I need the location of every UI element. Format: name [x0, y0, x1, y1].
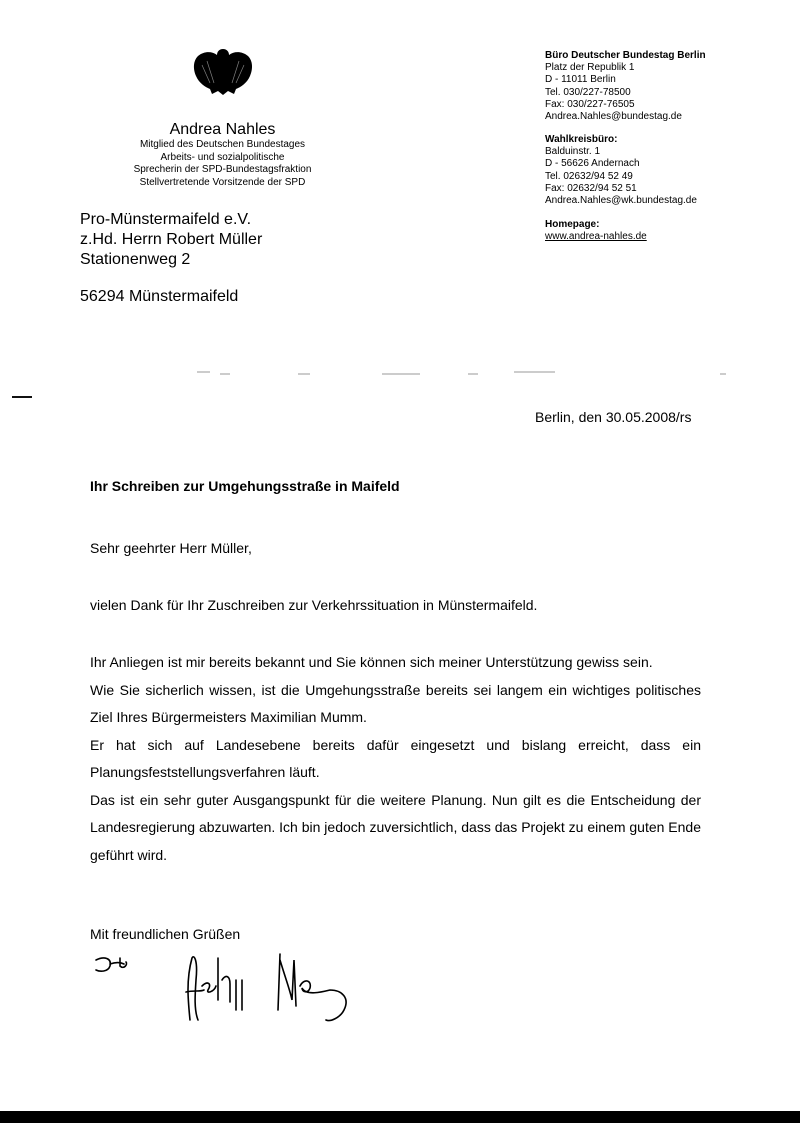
contact-berlin: [545, 50, 775, 123]
recipient-line: Stationenweg 2: [80, 251, 191, 268]
contact-heading: Homepage:: [545, 219, 600, 230]
contact-line: Balduinstr. 1: [545, 146, 601, 158]
recipient-line: z.Hd. Herrn Robert Müller: [80, 231, 263, 248]
sender-name: Andrea Nahles: [169, 121, 276, 138]
body-paragraph: Er hat sich auf Landesebene bereits dafür eingesetzt und bislang erreicht, dass ein Planungsfeststellungsverfahren läuft.: [90, 736, 701, 780]
sender-title-line: Arbeits- und sozialpolitische: [160, 151, 285, 163]
recipient-line: Pro-Münstermaifeld e.V.: [80, 211, 252, 228]
body-paragraph: Das ist ein sehr guter Ausgangspunkt für die weitere Planung. Nun gilt es die Entscheidung der Landesregierung abzuwarten. Ich bin jedoch zuversichtlich, dass das Projekt zu einem guten Ende geführt wird.: [90, 791, 701, 863]
handwritten-signature: [90, 950, 440, 1040]
contact-heading: Büro Deutscher Bundestag Berlin: [545, 50, 706, 61]
homepage-link[interactable]: www.andrea-nahles.de: [545, 231, 647, 243]
letter-body: [90, 649, 701, 869]
body-paragraph: Wie Sie sicherlich wissen, ist die Umgehungsstraße bereits sei langem ein wichtiges politisches Ziel Ihres Bürgermeisters Maximilian Mumm.: [90, 681, 701, 725]
salutation: Sehr geehrter Herr Müller,: [90, 540, 252, 556]
recipient-city: 56294 Münstermaifeld: [80, 288, 239, 305]
contact-fax: Fax: 02632/94 52 51: [545, 182, 637, 194]
letter-date: Berlin, den 30.05.2008/rs: [535, 409, 692, 425]
fold-mark: [12, 396, 32, 398]
contact-phone: Tel. 02632/94 52 49: [545, 170, 633, 182]
contact-wahlkreis: [545, 134, 775, 207]
sender-title-line: Stellvertretende Vorsitzende der SPD: [139, 176, 306, 188]
letter-subject: Ihr Schreiben zur Umgehungsstraße in Maifeld: [90, 478, 400, 494]
contact-email[interactable]: Andrea.Nahles@bundestag.de: [545, 111, 682, 123]
sender-block: [95, 120, 350, 189]
sender-title-line: Sprecherin der SPD-Bundestagsfraktion: [133, 164, 312, 175]
federal-eagle-icon: [190, 45, 256, 97]
contact-line: D - 56626 Andernach: [545, 158, 640, 170]
body-paragraph: Ihr Anliegen ist mir bereits bekannt und Sie können sich meiner Unterstützung gewiss sein.: [90, 654, 653, 670]
contact-email[interactable]: Andrea.Nahles@wk.bundestag.de: [545, 195, 697, 207]
contact-fax: Fax: 030/227-76505: [545, 98, 635, 110]
intro-paragraph: vielen Dank für Ihr Zuschreiben zur Verkehrssituation in Münstermaifeld.: [90, 597, 538, 613]
contact-line: D - 11011 Berlin: [545, 74, 616, 86]
scan-artifacts: [0, 360, 800, 400]
contact-heading: Wahlkreisbüro:: [545, 134, 618, 145]
recipient-address: [80, 210, 262, 307]
sender-title-line: Mitglied des Deutschen Bundestages: [139, 139, 306, 150]
contact-line: Platz der Republik 1: [545, 62, 635, 74]
scan-border: [0, 1111, 800, 1123]
contact-homepage: [545, 219, 775, 243]
contact-phone: Tel. 030/227-78500: [545, 86, 631, 98]
closing: Mit freundlichen Grüßen: [90, 926, 241, 942]
